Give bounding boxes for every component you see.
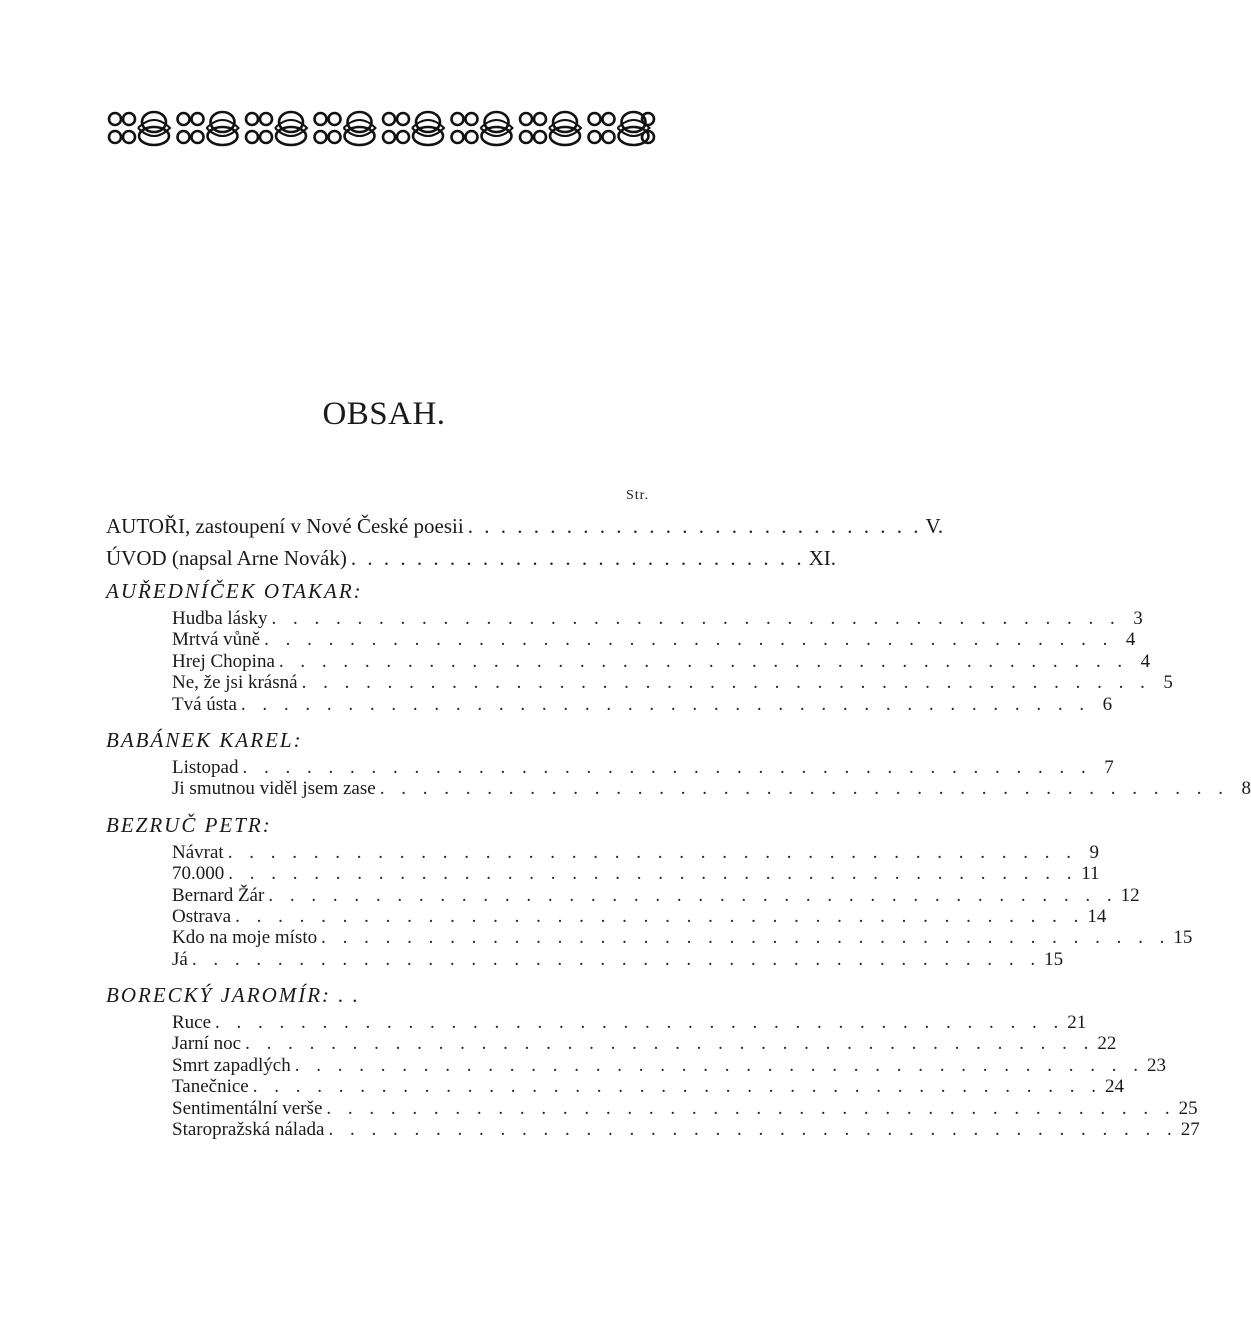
poem-title: Tvá ústa bbox=[172, 693, 237, 715]
poem-title: Jarní noc bbox=[172, 1033, 242, 1055]
toc-entry-introduction[interactable] bbox=[106, 542, 837, 574]
poem-title: Staropražská nálada bbox=[172, 1119, 325, 1141]
poem-title: Já bbox=[172, 948, 188, 970]
toc-entry-poem[interactable] bbox=[172, 608, 1143, 629]
poem-page: 4 bbox=[1140, 650, 1151, 672]
toc-entry-poem[interactable] bbox=[172, 927, 1193, 949]
decorative-ornament-band bbox=[108, 106, 656, 150]
poem-page: 11 bbox=[1081, 863, 1100, 885]
poem-title: Bernard Žár bbox=[172, 884, 265, 906]
poem-title: Návrat bbox=[172, 841, 224, 863]
leader-dots: . . . . . . . . . . . . . . . . . . . . . . . . . . . . . . . . . . . . . . . . bbox=[191, 948, 1042, 970]
poem-title: 70.000 bbox=[172, 863, 225, 885]
leader-dots: . . . . . . . . . . . . . . . . . . . . . . . . . . . . . . . . . . . . . . . . bbox=[271, 608, 1121, 629]
leader-dots: . . . . . . . . . . . . . . . . . . . . . . . . . . . . . . . . . . . . . . . . bbox=[321, 927, 1171, 949]
poem-page: 9 bbox=[1089, 841, 1099, 863]
leader-dots: . . . . . . . . . . . . . . . . . . . . . . . . . . . . . . . . . . . . . . . . bbox=[228, 863, 1078, 885]
poem-title: Mrtvá vůně bbox=[172, 629, 261, 651]
toc-entry-poem[interactable] bbox=[172, 1097, 1198, 1119]
toc-entry-poem[interactable] bbox=[172, 1012, 1087, 1034]
toc-entry-poem[interactable] bbox=[172, 1076, 1124, 1098]
page-column-label: Str. bbox=[626, 488, 650, 503]
poem-page: 23 bbox=[1146, 1054, 1166, 1076]
poem-page: 15 bbox=[1044, 948, 1064, 970]
poem-page: 24 bbox=[1104, 1076, 1124, 1098]
poem-list bbox=[106, 1012, 1200, 1141]
author-heading: BORECKÝ JAROMÍR: . . bbox=[106, 983, 361, 1008]
toc-entry-poem[interactable] bbox=[172, 693, 1113, 715]
toc-entry-poem[interactable] bbox=[172, 948, 1064, 970]
poem-title: Listopad bbox=[172, 756, 239, 778]
poem-page: 22 bbox=[1097, 1033, 1117, 1055]
toc-entry-poem[interactable] bbox=[172, 778, 1251, 800]
leader-dots: . . . . . . . . . . . . . . . . . . . . . . . . . . . . . . . . . . . . . . . . bbox=[278, 650, 1129, 672]
toc-entry-poem[interactable] bbox=[172, 756, 1114, 778]
leader-dots: . . . . . . . . . . . . . . . . . . . . . . . . . . . . . . . . . . . . . . . . bbox=[326, 1097, 1176, 1119]
poem-title: Ji smutnou viděl jsem zase bbox=[172, 778, 376, 800]
author-heading: AUŘEDNÍČEK OTAKAR: bbox=[106, 579, 363, 603]
toc-entry-title: AUTOŘI, zastoupení v Nové České poesii bbox=[106, 514, 464, 538]
poem-page: 21 bbox=[1067, 1012, 1087, 1034]
toc-entry-poem[interactable] bbox=[172, 841, 1099, 863]
leader-dots: . . . . . . . . . . . . . . . . . . . . . . . . . . . . . . . . . . . . . . . . bbox=[227, 841, 1077, 863]
toc-entry-poem[interactable] bbox=[172, 1119, 1200, 1141]
leader-dots: . . . . . . . . . . . . . . . . . . . . . . . . . . . . . . . . . . . . . . . . bbox=[328, 1119, 1178, 1141]
page-title: OBSAH. bbox=[322, 396, 446, 432]
leader-dots: . . . . . . . . . . . . . . . . . . . . . . . . . . . . . . . . . . . . . . . . bbox=[264, 629, 1114, 651]
section-spacer bbox=[106, 800, 660, 808]
poem-list bbox=[106, 756, 1251, 800]
poem-title: Smrt zapadlých bbox=[172, 1054, 291, 1076]
poem-page: 14 bbox=[1087, 905, 1107, 927]
poem-title: Kdo na moje místo bbox=[172, 927, 318, 949]
poem-title: Tanečnice bbox=[172, 1076, 249, 1098]
leader-dots: . . . . . . . . . . . . . . . . . . . . . . . . . . . . . . . . . . . . . . . . bbox=[235, 905, 1085, 927]
poem-title: Ruce bbox=[172, 1012, 212, 1034]
poem-page: 4 bbox=[1125, 629, 1136, 651]
poem-page: 3 bbox=[1133, 608, 1143, 629]
toc-entry-page: V. bbox=[925, 514, 944, 538]
leader-dots: . . . . . . . . . . . . . . . . . . . . . . . . . . . . bbox=[350, 546, 805, 570]
poem-page: 8 bbox=[1241, 778, 1251, 800]
toc-entry-poem[interactable] bbox=[172, 672, 1173, 694]
poem-page: 7 bbox=[1104, 756, 1114, 778]
toc-entry-poem[interactable] bbox=[172, 1054, 1166, 1076]
poem-page: 12 bbox=[1120, 884, 1140, 906]
leader-dots: . . . . . . . . . . . . . . . . . . . . . . . . . . . . . . . . . . . . . . . . bbox=[301, 672, 1151, 694]
leader-dots: . . . . . . . . . . . . . . . . . . . . . . . . . . . . . . . . . . . . . . . . bbox=[245, 1033, 1095, 1055]
section-spacer bbox=[106, 970, 660, 978]
poem-title: Sentimentální verše bbox=[172, 1097, 323, 1119]
poem-title: Ostrava bbox=[172, 905, 232, 927]
table-of-contents bbox=[106, 510, 1251, 1141]
poem-page: 6 bbox=[1102, 693, 1113, 715]
poem-title: Hrej Chopina bbox=[172, 650, 275, 672]
toc-entry-title: ÚVOD (napsal Arne Novák) bbox=[106, 546, 347, 570]
poem-list bbox=[106, 608, 1173, 715]
leader-dots: . . . . . . . . . . . . . . . . . . . . . . . . . . . . . . . . . . . . . . . . bbox=[242, 756, 1092, 778]
leader-dots: . . . . . . . . . . . . . . . . . . . . . . . . . . . . . . . . . . . . . . . . bbox=[294, 1054, 1144, 1076]
poem-page: 5 bbox=[1163, 672, 1173, 694]
poem-list bbox=[106, 841, 1193, 970]
toc-entry-poem[interactable] bbox=[172, 629, 1136, 651]
leader-dots: . . . . . . . . . . . . . . . . . . . . . . . . . . . . . . . . . . . . . . . . bbox=[240, 693, 1091, 715]
leader-dots: . . . . . . . . . . . . . . . . . . . . . . . . . . . . . . . . . . . . . . . . bbox=[252, 1076, 1102, 1098]
poem-title: Ne, že jsi krásná bbox=[172, 672, 298, 694]
poem-page: 15 bbox=[1173, 927, 1193, 949]
author-heading: BABÁNEK KAREL: bbox=[106, 727, 303, 752]
leader-dots: . . . . . . . . . . . . . . . . . . . . . . . . . . . . . . . . . . . . . . . . bbox=[268, 884, 1118, 906]
poem-page: 25 bbox=[1178, 1097, 1198, 1119]
toc-entry-page: XI. bbox=[808, 546, 837, 570]
poem-title: Hudba lásky bbox=[172, 608, 268, 629]
leader-dots: . . . . . . . . . . . . . . . . . . . . . . . . . . . . . . . . . . . . . . . . bbox=[215, 1012, 1065, 1034]
section-spacer bbox=[106, 715, 660, 723]
leader-dots: . . . . . . . . . . . . . . . . . . . . . . . . . . . . . . . . . . . . . . . . bbox=[379, 778, 1229, 800]
leader-dots: . . . . . . . . . . . . . . . . . . . . . . . . . . . . bbox=[467, 514, 922, 538]
toc-entry-poem[interactable] bbox=[172, 1033, 1117, 1055]
author-heading: BEZRUČ PETR: bbox=[106, 812, 272, 837]
toc-entry-poem[interactable] bbox=[172, 863, 1100, 885]
toc-entry-poem[interactable] bbox=[172, 905, 1107, 927]
toc-entry-poem[interactable] bbox=[172, 884, 1140, 906]
poem-page: 27 bbox=[1180, 1119, 1200, 1141]
toc-entry-poem[interactable] bbox=[172, 650, 1151, 672]
toc-entry-authors[interactable] bbox=[106, 510, 944, 542]
